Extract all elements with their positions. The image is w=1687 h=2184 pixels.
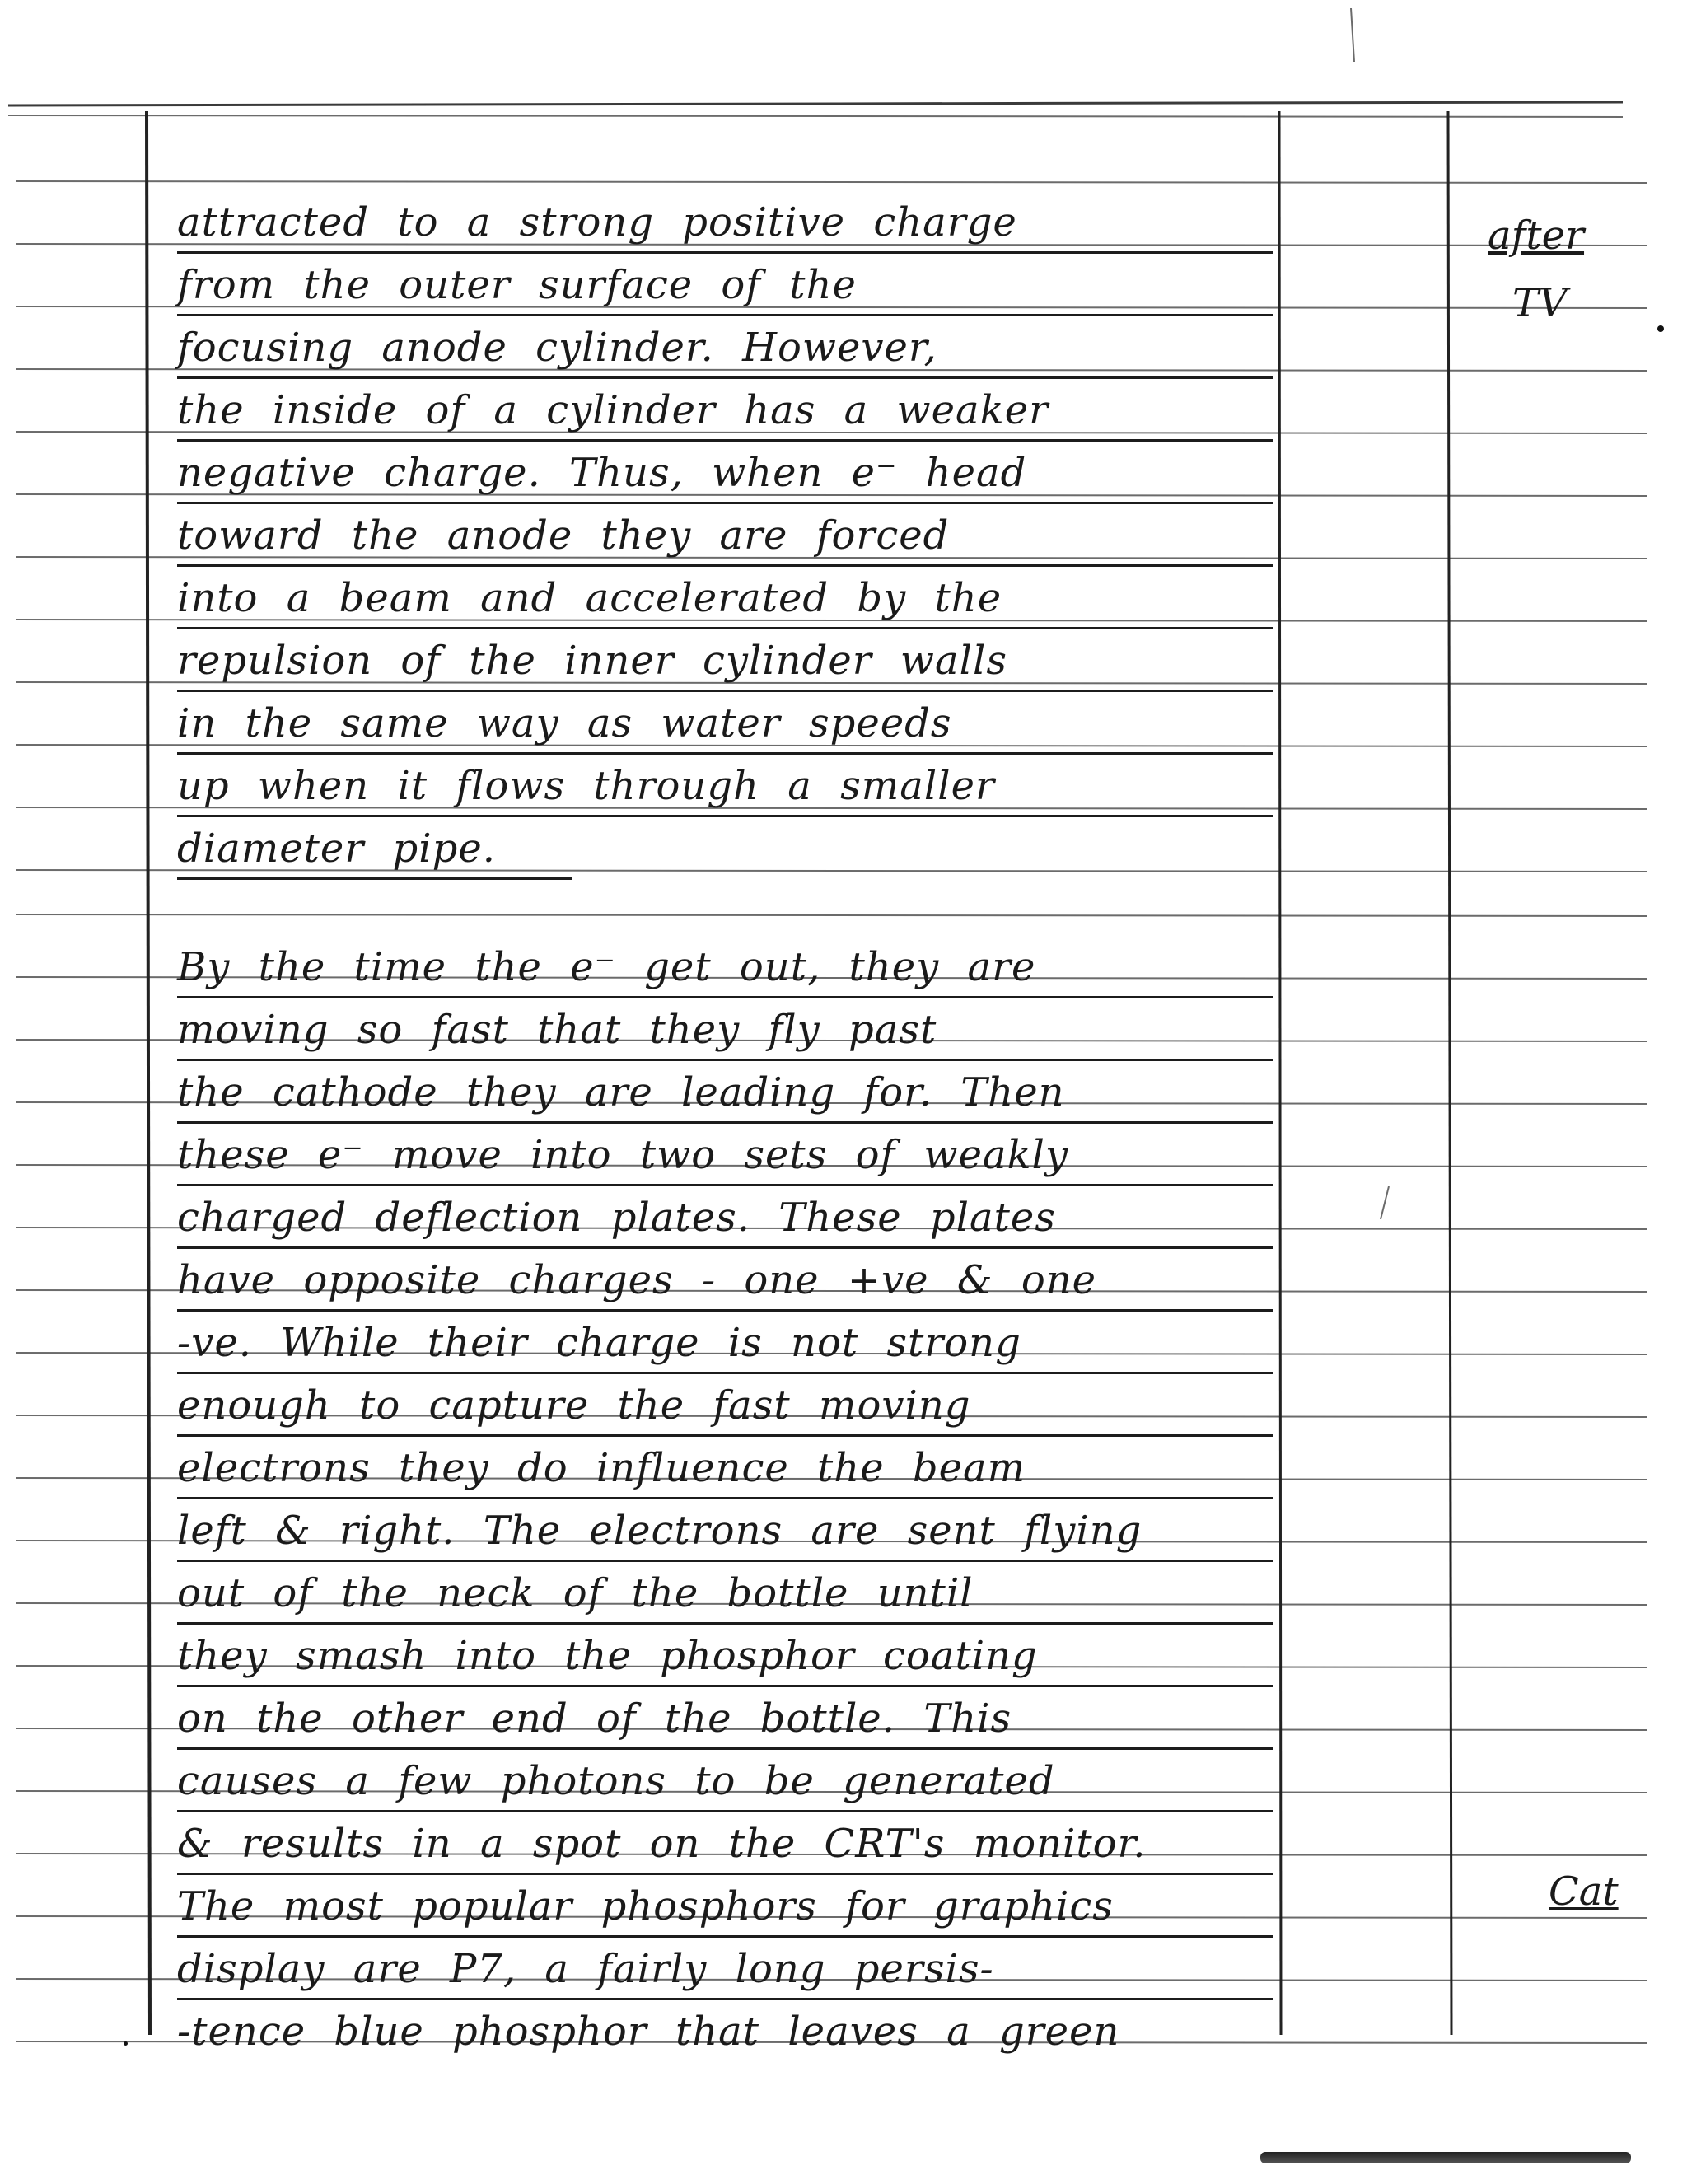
- text-line: electrons they do influence the beam: [177, 1437, 1273, 1499]
- text-line: charged deflection plates. These plates: [177, 1186, 1273, 1249]
- text-line: negative charge. Thus, when e⁻ head: [177, 442, 1273, 504]
- text-line: focusing anode cylinder. However,: [177, 316, 1273, 379]
- margin-note-tv: TV: [1512, 280, 1568, 326]
- text-line: on the other end of the bottle. This: [177, 1687, 1273, 1750]
- text-line: have opposite charges - one +ve & one: [177, 1249, 1273, 1312]
- text-line: moving so fast that they fly past: [177, 998, 1273, 1061]
- margin-note-after: after: [1488, 213, 1585, 259]
- text-line: out of the neck of the bottle until: [177, 1562, 1273, 1625]
- text-line: they smash into the phosphor coating: [177, 1625, 1273, 1687]
- text-line: in the same way as water speeds: [177, 692, 1273, 755]
- text-line: from the outer surface of the: [177, 254, 1273, 316]
- text-line: these e⁻ move into two sets of weakly: [177, 1124, 1273, 1186]
- text-line: the cathode they are leading for. Then: [177, 1061, 1273, 1124]
- text-line: display are P7, a fairly long persis-: [177, 1938, 1273, 2000]
- text-line: attracted to a strong positive charge: [177, 191, 1273, 254]
- text-line: into a beam and accelerated by the: [177, 567, 1273, 629]
- text-line: & results in a spot on the CRT's monitor.: [177, 1812, 1273, 1875]
- text-line: The most popular phosphors for graphics: [177, 1875, 1273, 1938]
- text-line: left & right. The electrons are sent flying: [177, 1499, 1273, 1562]
- text-line: -ve. While their charge is not strong: [177, 1312, 1273, 1374]
- text-line: repulsion of the inner cylinder walls: [177, 629, 1273, 692]
- margin-note-cat: Cat: [1549, 1868, 1619, 1915]
- text-line: causes a few photons to be generated: [177, 1750, 1273, 1812]
- ink-dot: [1657, 325, 1664, 332]
- ink-dot: [124, 2041, 128, 2046]
- text-line: -tence blue phosphor that leaves a green: [177, 2009, 1120, 2055]
- handwritten-notes: [177, 191, 1273, 2055]
- text-line: toward the anode they are forced: [177, 504, 1273, 567]
- text-line: up when it flows through a smaller: [177, 755, 1273, 817]
- text-line: the inside of a cylinder has a weaker: [177, 379, 1273, 442]
- text-line: enough to capture the fast moving: [177, 1374, 1273, 1437]
- text-line: By the time the e⁻ get out, they are: [177, 936, 1273, 998]
- text-line: diameter pipe.: [177, 817, 572, 880]
- scan-edge-mark: [1260, 2152, 1631, 2163]
